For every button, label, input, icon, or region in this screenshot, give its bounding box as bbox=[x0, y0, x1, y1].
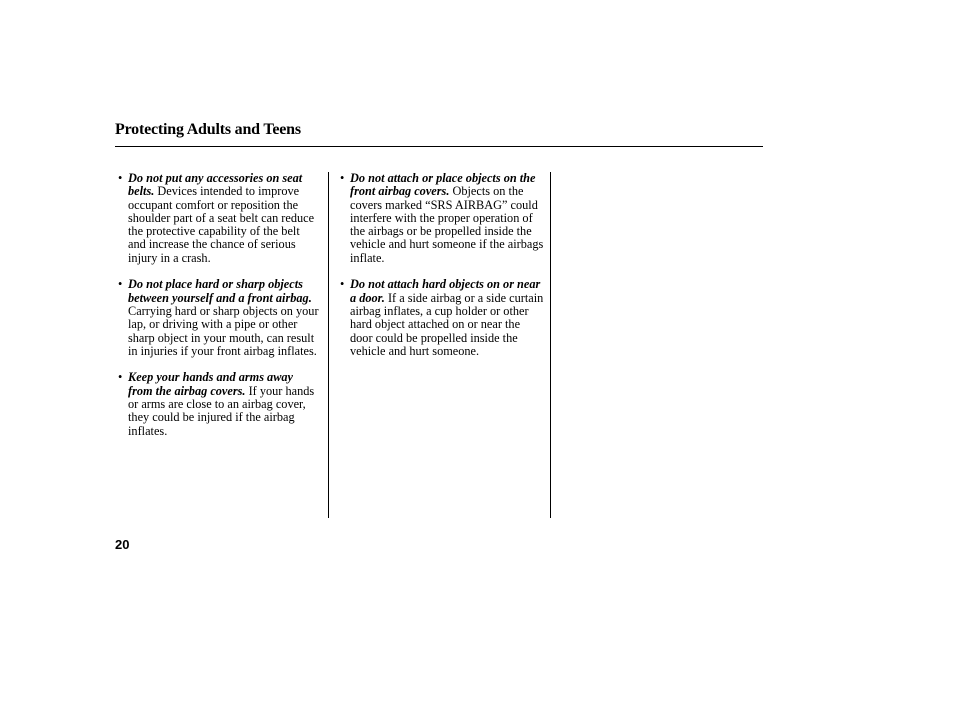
page-title: Protecting Adults and Teens bbox=[115, 121, 301, 138]
item-lead: Do not attach hard objects on or near a door. bbox=[350, 277, 541, 305]
column-divider bbox=[328, 172, 329, 518]
item-lead: Do not put any accessories on seat belts. bbox=[128, 171, 303, 199]
page-number: 20 bbox=[115, 537, 130, 552]
item-body: If your hands or arms are close to an airbag cover, they could be injured if the airbag inflates. bbox=[128, 383, 315, 438]
item-lead: Do not attach or place objects on the front airbag covers. bbox=[350, 171, 536, 199]
item-body: Devices intended to improve occupant comfort or reposition the shoulder part of a seat belt can reduce the protective capability of the belt and increase the chance of serious injury in a crash. bbox=[128, 184, 315, 265]
text-column-middle bbox=[340, 172, 544, 371]
bullet: • bbox=[118, 370, 123, 385]
bullet: • bbox=[340, 277, 345, 292]
list-item bbox=[340, 278, 544, 358]
list-item bbox=[118, 278, 320, 358]
bullet: • bbox=[340, 171, 345, 185]
text-column-left bbox=[118, 172, 320, 451]
bullet: • bbox=[118, 277, 123, 292]
list-item bbox=[118, 371, 320, 437]
title-rule bbox=[115, 146, 763, 147]
item-lead: Do not place hard or sharp objects between yourself and a front airbag. bbox=[128, 277, 312, 305]
item-body: If a side airbag or a side curtain airbag inflates, a cup holder or other hard object attached on or near the door could be propelled inside the vehicle and hurt someone. bbox=[350, 290, 544, 358]
list-item bbox=[118, 172, 320, 265]
item-lead: Keep your hands and arms away from the airbag covers. bbox=[128, 370, 294, 398]
item-body: Carrying hard or sharp objects on your lap, or driving with a pipe or other sharp object in your mouth, can result in injuries if your front airbag inflates. bbox=[128, 303, 319, 358]
item-body: Objects on the covers marked “SRS AIRBAG” could interfere with the proper operation of the airbags or be propelled inside the vehicle and hurt someone if the airbags inflate. bbox=[350, 184, 544, 265]
list-item bbox=[340, 172, 544, 265]
bullet: • bbox=[118, 171, 123, 185]
column-divider bbox=[550, 172, 551, 518]
